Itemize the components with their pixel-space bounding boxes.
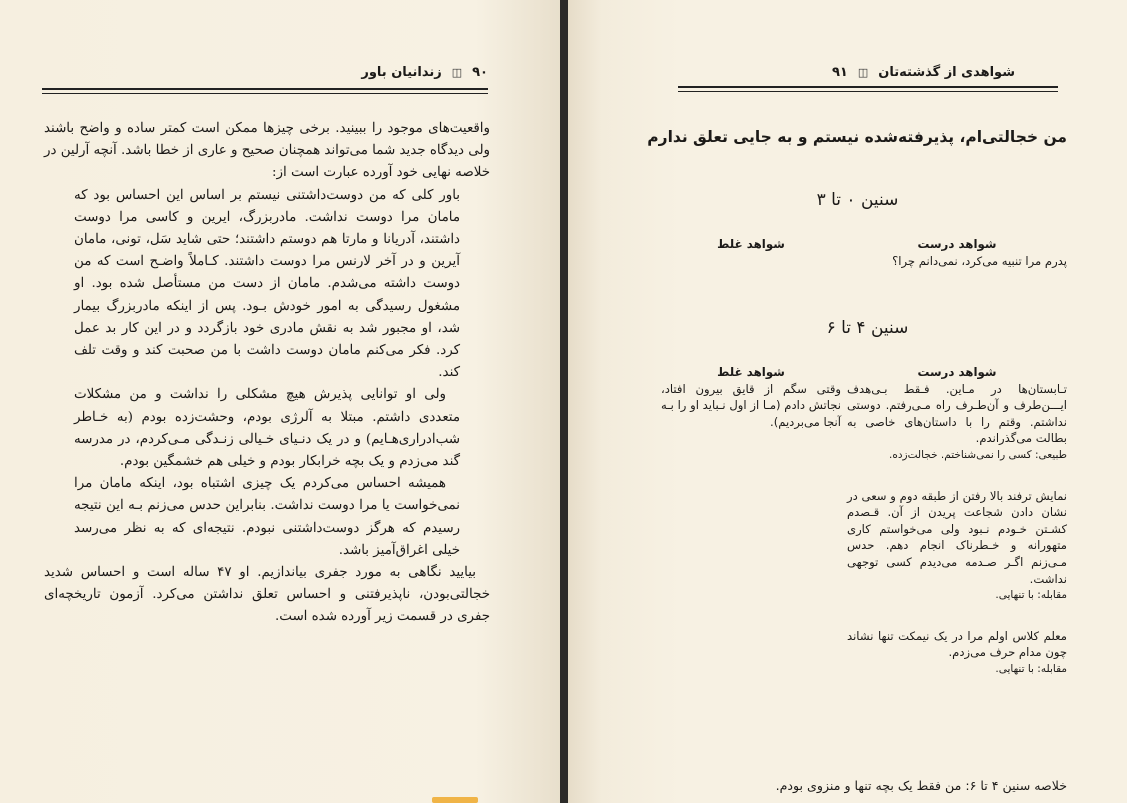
left-page [0,0,560,803]
quote-paragraph: همیشه احساس می‌کردم یک چیزی اشتباه بود، اینکه مامان مرا نمی‌خواست یا مرا دوست نداشت. بنابراین حدس می‌زنم بـه این نتیجه رسیدم که هرگز دوست‌داشتنی نبودم. نتیجه‌ای که به نظر می‌رسد خیلی اغراق‌آمیز باشد. [74,476,460,558]
age-summary: خلاصه سنین ۴ تا ۶: من فقط یک بچه تنها و منزوی بودم. [775,778,1067,793]
right-running-title: شواهدی از گذشته‌تان [878,64,1015,80]
evidence-block [847,628,1067,678]
true-evidence-column [847,236,1067,269]
false-evidence-header: شواهد غلط [717,365,785,379]
true-evidence-item: پدرم مرا تنبیه می‌کرد، نمی‌دانم چرا؟ [892,253,1067,268]
paragraph: بیایید نگاهی به مورد جفری بیاندازیم. او ۴۷ ساله است و احساس شدید خجالتی‌بودن، ناپذیرفتنی و احساس تعلق نداشتن می‌کرد. آزمون تاریخچه‌ای جفری در قسمت زیر آورده شده است. [44,565,490,625]
chapter-title: من خجالتی‌ام، پذیرفته‌شده نیستم و به جایی تعلق ندارم [647,128,1067,146]
age-heading-0-3: سنین ۰ تا ۳ [816,190,899,210]
header-rule [42,88,488,90]
false-evidence-column [661,236,841,253]
evidence-text: تـابستان‌ها در مـاین. فـقط بـی‌هدف ایـــن‌طرف و آن‌طـرف راه مـی‌رفتم. دوستی نداشتم. وقتم را با داستان‌های خاصی به بطالت می‌گذراندم. [847,381,1067,446]
evidence-text: نمایش ترفند بالا رفتن از طبقه دوم و سعی در نشان دادن شجاعت پریدن از آن. قـصدم کشـتن خـودم نـبود ولی می‌خواستم کاری متهورانه و خـطرناک انجام دهم. حدس مـی‌زنم اگـر صـدمه می‌دیدم کسی توجهی نداشت. [847,488,1067,586]
right-page-number: ۹۱ [831,64,848,80]
header-rule-thin [678,91,1058,92]
evidence-text: وقتی سگم از قایق بیرون افتاد، نجاتش دادم (مـا از اول نـباید او را بـه آنجا می‌بردیم). [661,381,841,429]
left-body-text [44,118,490,629]
left-page-number: ۹۰ [472,64,488,80]
left-running-title: زندانیان باور [361,64,442,80]
true-evidence-column [847,364,1067,702]
false-evidence-header: شواهد غلط [717,237,785,251]
evidence-note: مقابله: با تنهایی. [995,589,1067,602]
paragraph: واقعیت‌های موجود را ببینید. برخی چیزها ممکن است کمتر ساده و واضح باشند ولی دیدگاه جدید شما می‌تواند همچنان صحیح و عاری از خطا باشد. آنچه آرلین در خلاصه نهایی خود آورده عبارت است از: [44,121,490,181]
true-evidence-header: شواهد درست [917,237,997,251]
right-page-header [832,60,1015,84]
book-gutter [560,0,568,803]
evidence-note: طبیعی: کسی را نمی‌شناختم. خجالت‌زده. [889,448,1067,461]
header-rule-thin [42,93,488,94]
header-separator-icon: ◫ [451,65,463,79]
quote-paragraph: ولی او توانایی پذیرش هیچ مشکلی را نداشت و من مشکلات متعددی داشتم. مبتلا به آلرژی بودم، وحشت‌زده بودم (به خـاطر شب‌ادراری‌هـایم) و در یک دنـیای خـیالی زنـدگی مـی‌کردم، در مدرسه گند می‌زدم و یک بچه خرابکار بودم و خیلی هم خشمگین بودم. [74,387,460,470]
true-evidence-header: شواهد درست [917,365,997,379]
highlight-mark [432,797,478,803]
evidence-note: مقابله: با تنهایی. [995,662,1067,675]
header-separator-icon: ◫ [857,65,869,79]
false-evidence-column [661,364,841,430]
right-page [568,0,1127,803]
evidence-text: معلم کلاس اولم مرا در یک نیمکت تنها نشاند چون مدام حرف می‌زدم. [847,628,1067,660]
quote-paragraph: باور کلی که من دوست‌داشتنی نیستم بر اساس این احساس بود که مامان مرا دوست نداشت. مادربزرگ، ایرین و کاسی مرا دوست داشتند، آدریانا و مارتا هم دوستم داشتند؛ حتی شاید سَل، تونی، مامان آیرین و در آخر لارنس مرا دوست داشتند. کـاملاً واضـح است که من دوست داشته می‌شدم. مامان از دست من مستأصل شده بود. او مشغول رسیدگی به امور خودش بـود. پس از اینکه مادربزرگ بیمار شد، او مجبور شد به نقش مادری خود بازگردد و در این کار بد عمل کرد. فکر می‌کنم مامان دوست داشت با من صحبت کند و وقت تلف کند. [74,187,460,381]
evidence-block [847,381,1067,464]
left-page-header [361,60,488,84]
evidence-block [847,488,1067,604]
age-heading-4-6: سنین ۴ تا ۶ [826,318,909,338]
header-rule [678,86,1058,88]
